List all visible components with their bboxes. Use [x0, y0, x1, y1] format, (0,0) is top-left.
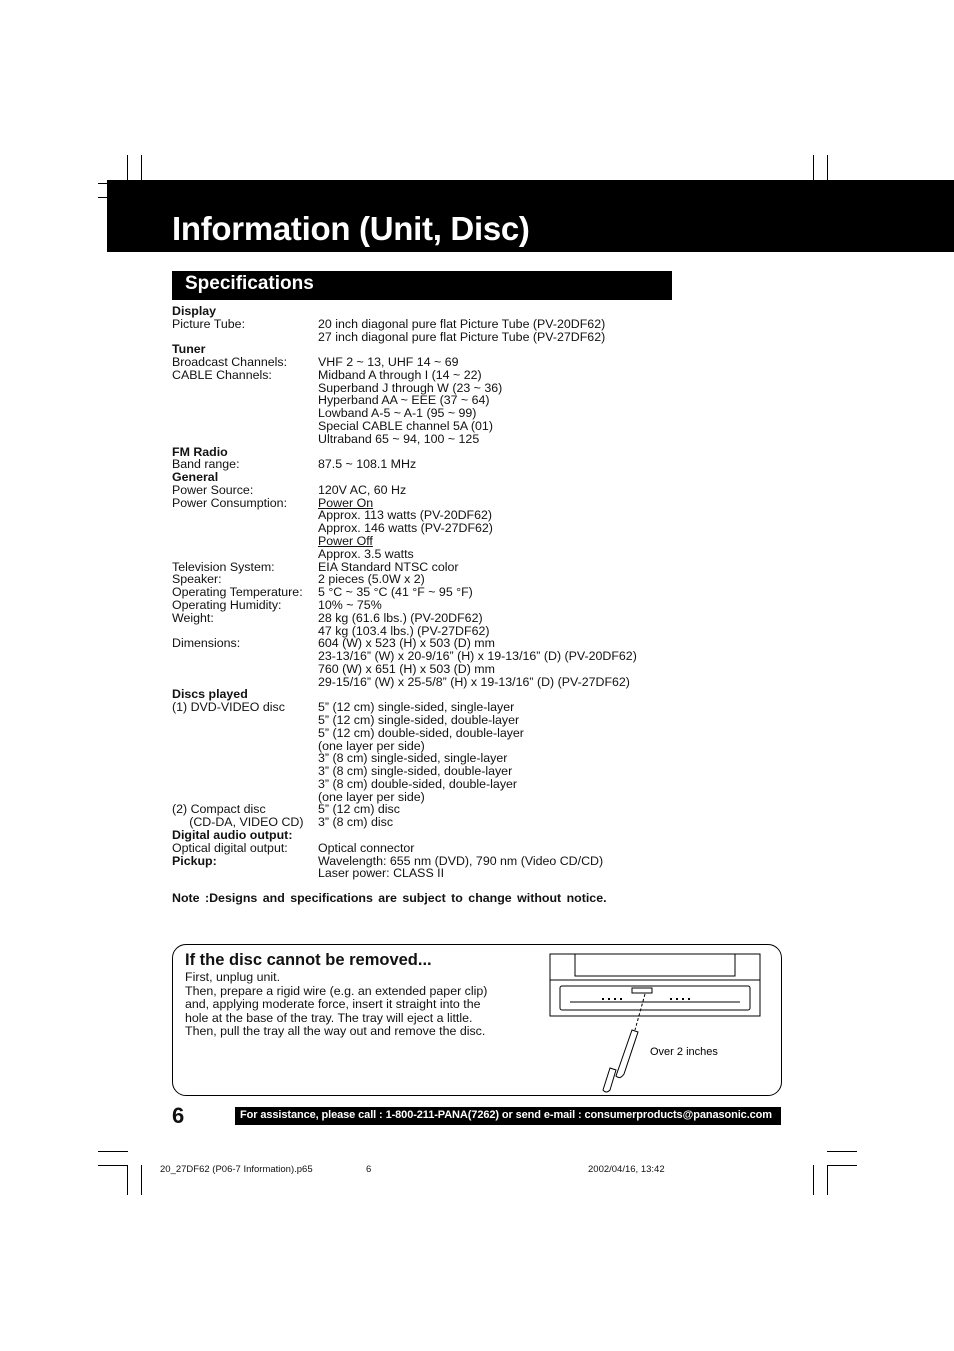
spec-value: 23-13/16” (W) x 20-9/16” (H) x 19-13/16” (D) (PV-20DF62)	[318, 649, 637, 664]
spec-row	[172, 778, 732, 791]
crop-mark	[98, 1165, 128, 1166]
spec-row	[172, 522, 732, 535]
crop-mark	[127, 1165, 128, 1195]
spec-row	[172, 331, 732, 344]
page-number: 6	[172, 1103, 185, 1128]
spec-value: Special CABLE channel 5A (01)	[318, 419, 493, 434]
spec-value: 5” (12 cm) double-sided, double-layer	[318, 725, 524, 740]
spec-label: (1) DVD-VIDEO disc	[172, 700, 285, 715]
crop-mark	[827, 1165, 828, 1195]
spec-label: Broadcast Channels:	[172, 355, 288, 370]
spec-value: 120V AC, 60 Hz	[318, 482, 407, 497]
spec-label: Band range:	[172, 457, 240, 472]
spec-value: Approx. 3.5 watts	[318, 546, 414, 561]
spec-value: Superband J through W (23 ~ 36)	[318, 380, 503, 395]
spec-value: Power On	[318, 495, 374, 510]
spec-row	[172, 458, 732, 471]
spec-label: Dimensions:	[172, 636, 241, 651]
spec-row	[172, 535, 732, 548]
spec-label: Picture Tube:	[172, 316, 246, 331]
spec-value: 47 kg (103.4 lbs.) (PV-27DF62)	[318, 623, 490, 638]
spec-value: 20 inch diagonal pure flat Picture Tube (PV-20DF62)	[318, 316, 606, 331]
crop-mark	[98, 1151, 128, 1152]
spec-row	[172, 484, 732, 497]
spec-label: Operating Humidity:	[172, 597, 282, 612]
crop-mark	[827, 1165, 857, 1166]
spec-label: Weight:	[172, 610, 214, 625]
page-title: Information (Unit, Disc)	[172, 210, 530, 247]
crop-mark	[813, 1165, 814, 1195]
spec-value: 10% ~ 75%	[318, 597, 382, 612]
spec-value: 2 pieces (5.0W x 2)	[318, 572, 425, 587]
spec-value: Optical connector	[318, 840, 415, 855]
crop-mark	[827, 1151, 857, 1152]
spec-value: Midband A through I (14 ~ 22)	[318, 367, 482, 382]
spec-value: (one layer per side)	[318, 789, 425, 804]
spec-value: VHF 2 ~ 13, UHF 14 ~ 69	[318, 355, 459, 370]
spec-value: Approx. 146 watts (PV-27DF62)	[318, 521, 493, 536]
disc-removal-line: First, unplug unit.	[185, 970, 281, 984]
spec-row	[172, 855, 732, 868]
print-file-name: 20_27DF62 (P06-7 Information).p65	[160, 1164, 313, 1175]
spec-label: Digital audio output:	[172, 827, 293, 842]
spec-row	[172, 433, 732, 446]
spec-label: Power Source:	[172, 482, 254, 497]
spec-value: 27 inch diagonal pure flat Picture Tube (PV-27DF62)	[318, 329, 606, 344]
spec-value: Approx. 113 watts (PV-20DF62)	[318, 508, 493, 523]
spec-row	[172, 714, 732, 727]
spec-row	[172, 471, 732, 484]
spec-row	[172, 727, 732, 740]
tray-eject-illustration	[540, 950, 770, 1096]
disc-removal-line: hole at the base of the tray. The tray will eject a little.	[185, 1011, 473, 1025]
note: Note :Designs and specifications are subject to change without notice.	[172, 891, 607, 905]
spec-label: Power Consumption:	[172, 495, 288, 510]
spec-label: CABLE Channels:	[172, 367, 272, 382]
spec-label: Display	[172, 304, 217, 318]
spec-row	[172, 561, 732, 574]
disc-removal-line: Then, prepare a rigid wire (e.g. an extended paper clip)	[185, 984, 488, 998]
spec-value: 3” (8 cm) single-sided, double-layer	[318, 764, 513, 779]
spec-label: Tuner	[172, 342, 206, 357]
spec-value: 3” (8 cm) double-sided, double-layer	[318, 776, 518, 791]
spec-label: (CD-DA, VIDEO CD)	[172, 815, 304, 830]
spec-row	[172, 612, 732, 625]
spec-row	[172, 548, 732, 561]
print-page-number: 6	[366, 1164, 372, 1175]
spec-row	[172, 663, 732, 676]
print-timestamp: 2002/04/16, 13:42	[588, 1164, 665, 1175]
spec-value: Ultraband 65 ~ 94, 100 ~ 125	[318, 431, 480, 446]
spec-label: General	[172, 470, 219, 485]
spec-value: 29-15/16” (W) x 25-5/8” (H) x 19-13/16” (D) (PV-27DF62)	[318, 674, 630, 689]
spec-value: Lowband A-5 ~ A-1 (95 ~ 99)	[318, 406, 477, 421]
spec-row	[172, 369, 732, 382]
spec-row	[172, 842, 732, 855]
spec-value: EIA Standard NTSC color	[318, 559, 459, 574]
disc-removal-heading: If the disc cannot be removed...	[185, 951, 432, 969]
assistance-footer: For assistance, please call : 1-800-211-PANA(7262) or send e-mail : consumerproducts@panasonic.com	[240, 1109, 772, 1121]
spec-row	[172, 676, 732, 689]
spec-label: Pickup:	[172, 853, 217, 868]
spec-value: 3” (8 cm) disc	[318, 815, 394, 830]
spec-row	[172, 446, 732, 459]
section-heading: Specifications	[185, 273, 314, 294]
spec-value: 28 kg (61.6 lbs.) (PV-20DF62)	[318, 610, 483, 625]
spec-value: 87.5 ~ 108.1 MHz	[318, 457, 417, 472]
crop-mark	[141, 1165, 142, 1195]
spec-label: Television System:	[172, 559, 275, 574]
disc-removal-line: Then, pull the tray all the way out and remove the disc.	[185, 1024, 486, 1038]
spec-row	[172, 599, 732, 612]
spec-row	[172, 867, 732, 880]
spec-value: (one layer per side)	[318, 738, 425, 753]
spec-value: 760 (W) x 651 (H) x 503 (D) mm	[318, 661, 495, 676]
spec-value: Wavelength: 655 nm (DVD), 790 nm (Video CD/CD)	[318, 853, 604, 868]
spec-value: 5” (12 cm) single-sided, single-layer	[318, 700, 515, 715]
spec-label: Discs played	[172, 687, 248, 702]
spec-row	[172, 318, 732, 331]
spec-label: Optical digital output:	[172, 840, 288, 855]
spec-value: 5” (12 cm) disc	[318, 802, 400, 817]
spec-value: Laser power: CLASS II	[318, 866, 445, 881]
spec-value: 3” (8 cm) single-sided, single-layer	[318, 751, 508, 766]
spec-value: Hyperband AA ~ EEE (37 ~ 64)	[318, 393, 490, 408]
spec-value: Power Off	[318, 534, 373, 549]
spec-value: 5 °C ~ 35 °C (41 °F ~ 95 °F)	[318, 585, 473, 600]
spec-label: FM Radio	[172, 444, 228, 459]
disc-removal-line: and, applying moderate force, insert it straight into the	[185, 997, 481, 1011]
illustration-label: Over 2 inches	[650, 1046, 718, 1058]
spec-label: Operating Temperature:	[172, 585, 303, 600]
spec-value: 604 (W) x 523 (H) x 503 (D) mm	[318, 636, 495, 651]
spec-label: Speaker:	[172, 572, 222, 587]
spec-label: (2) Compact disc	[172, 802, 266, 817]
spec-value: 5” (12 cm) single-sided, double-layer	[318, 712, 520, 727]
